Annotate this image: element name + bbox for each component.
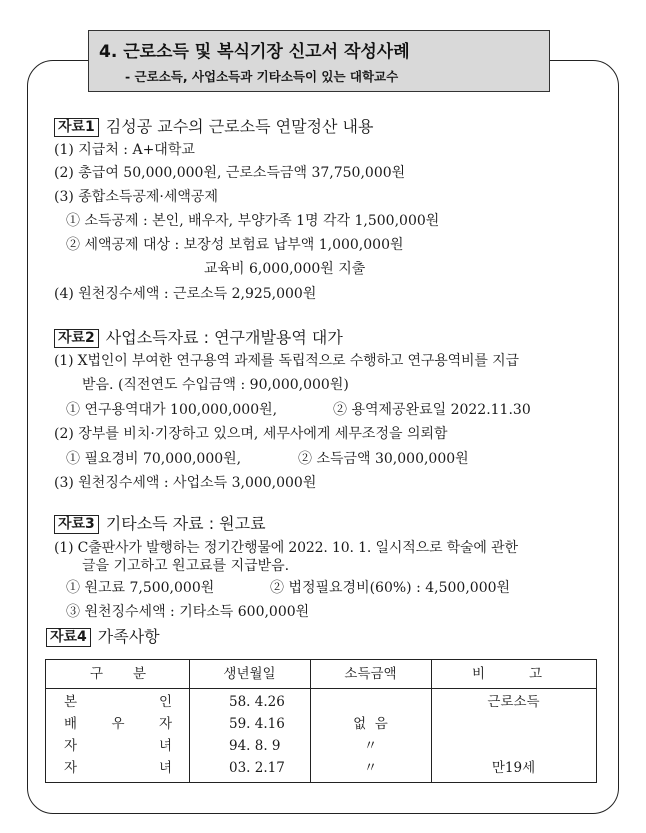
table-row-birthdate: 59. 4.16 — [229, 716, 285, 732]
table-header-note: 비 고 — [472, 666, 542, 682]
table-header-birthdate: 생년월일 — [223, 666, 276, 682]
page-title: 4. 근로소득 및 복식기장 신고서 작성사례 — [99, 42, 410, 62]
table-row-category: 자 녀 — [64, 760, 172, 776]
s3-line-1: (1) C출판사가 발행하는 정기간행물에 2022. 10. 1. 일시적으로 학술에 관한 — [54, 540, 518, 556]
s1-line-3: (3) 종합소득공제·세액공제 — [54, 189, 218, 205]
s2-line-3: ① 연구용역대가 100,000,000원, — [66, 402, 278, 418]
table-row-birthdate: 94. 8. 9 — [229, 738, 281, 754]
table-row-birthdate: 58. 4.26 — [229, 694, 285, 710]
section-3-title: 기타소득 자료 : 원고료 — [105, 514, 266, 533]
s1-line-2: (2) 총급여 50,000,000원, 근로소득금액 37,750,000원 — [54, 165, 406, 181]
table-row-birthdate: 03. 2.17 — [229, 760, 285, 776]
s1-line-4: ① 소득공제 : 본인, 배우자, 부양가족 1명 각각 1,500,000원 — [66, 213, 440, 229]
section-1-tag: 자료1 — [54, 118, 99, 137]
s2-line-2: 받음. (직전연도 수입금액 : 90,000,000원) — [82, 377, 349, 393]
section-2-title: 사업소득자료 : 연구개발용역 대가 — [105, 328, 343, 347]
table-row-income: 〃 — [363, 760, 378, 776]
table-header-divider — [46, 688, 596, 689]
s3-line-4: ② 법정필요경비(60%) : 4,500,000원 — [270, 580, 511, 596]
s2-line-1: (1) X법인이 부여한 연구용역 과제를 독립적으로 수행하고 연구용역비를 지급 — [54, 353, 519, 369]
table-row-income: 〃 — [363, 738, 378, 754]
table-row-income: 없 음 — [353, 716, 388, 732]
section-3-heading — [54, 514, 266, 534]
s1-line-1: (1) 지급처 : A+대학교 — [54, 142, 195, 158]
section-4-title: 가족사항 — [97, 627, 160, 646]
section-3-tag: 자료3 — [54, 515, 99, 534]
section-4-tag: 자료4 — [46, 628, 91, 647]
s2-line-6: ① 필요경비 70,000,000원, — [66, 451, 242, 467]
s1-line-6: 교육비 6,000,000원 지출 — [204, 261, 366, 277]
family-table — [45, 659, 597, 783]
s2-line-4: ② 용역제공완료일 2022.11.30 — [333, 402, 531, 418]
section-1-title: 김성공 교수의 근로소득 연말정산 내용 — [105, 117, 374, 136]
table-header-income: 소득금액 — [344, 666, 397, 682]
s3-line-2: 글을 기고하고 원고료를 지급받음. — [82, 558, 290, 574]
s2-line-5: (2) 장부를 비치·기장하고 있으며, 세무사에게 세무조정을 의뢰함 — [54, 426, 448, 442]
table-row-note: 만19세 — [491, 760, 536, 776]
s1-line-5: ② 세액공제 대상 : 보장성 보험료 납부액 1,000,000원 — [66, 237, 404, 253]
s3-line-3: ① 원고료 7,500,000원 — [66, 580, 215, 596]
table-header-category: 구 분 — [90, 666, 146, 682]
table-row-category: 배 우 자 — [64, 716, 172, 732]
section-2-tag: 자료2 — [54, 329, 99, 348]
s2-line-8: (3) 원천징수세액 : 사업소득 3,000,000원 — [54, 475, 317, 491]
page-subtitle: - 근로소득, 사업소득과 기타소득이 있는 대학교수 — [125, 69, 399, 84]
s1-line-7: (4) 원천징수세액 : 근로소득 2,925,000원 — [54, 286, 317, 302]
table-row-category: 본 인 — [64, 694, 172, 710]
s2-line-7: ② 소득금액 30,000,000원 — [298, 451, 469, 467]
table-row-category: 자 녀 — [64, 738, 172, 754]
section-1-heading — [54, 117, 373, 137]
section-2-heading — [54, 328, 343, 348]
table-row-note: 근로소득 — [487, 694, 540, 710]
s3-line-5: ③ 원천징수세액 : 기타소득 600,000원 — [66, 604, 310, 620]
section-4-heading — [46, 627, 160, 647]
